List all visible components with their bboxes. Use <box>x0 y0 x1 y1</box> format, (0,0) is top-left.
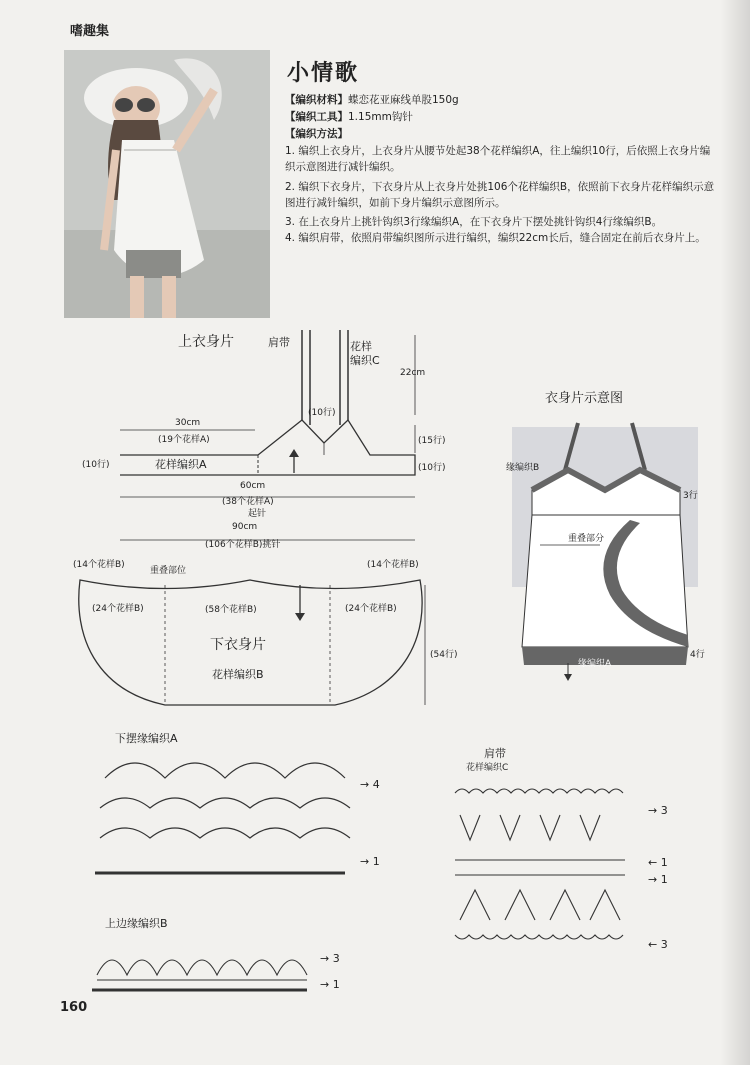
rows-10-left-label: (10行) <box>82 460 110 470</box>
method-label: 【编织方法】 <box>285 128 348 140</box>
girl-in-crochet-top-illustration <box>64 50 270 318</box>
tools-label: 【编织工具】 <box>285 111 348 123</box>
width-90-sub-label: (106个花样B)挑针 <box>205 540 281 550</box>
strap-chart-title: 肩带 <box>484 747 506 760</box>
hem-row-4-label: 4 <box>372 778 380 791</box>
strap-chart-subtitle: 花样编织C <box>466 763 509 773</box>
strap-row-1a-label: 1 <box>660 856 668 869</box>
strap-row-1a-arrow: ← 1 <box>648 856 668 869</box>
strap-chart-c <box>450 785 630 945</box>
pattern-c-label: 花样 编织C <box>350 340 380 367</box>
center-58-label: (58个花样B) <box>205 605 257 615</box>
strap-row-3b-label: 3 <box>660 938 668 951</box>
left-24-label: (24个花样B) <box>92 604 144 614</box>
book-title: 嗜趣集 <box>70 24 110 39</box>
hem-row-1-arrow: → 1 <box>360 855 380 868</box>
width-30-sub-label: (19个花样A) <box>158 435 210 445</box>
hem-row-1-label: 1 <box>372 855 380 868</box>
page-number: 160 <box>60 1000 88 1015</box>
top-row-3-arrow: → 3 <box>320 952 340 965</box>
top-edging-chart-b <box>92 940 322 995</box>
step-4: 4. 编织肩带，依照肩带编织图所示进行编织，编织22cm长后，缝合固定在前后衣身片上。 <box>285 232 706 244</box>
schematic-title: 衣身片示意图 <box>545 391 624 406</box>
upper-body-diagram <box>70 325 450 555</box>
width-60-sub-label: (38个花样A) <box>222 497 274 507</box>
schematic-overlap-label: 重叠部分 <box>568 534 605 544</box>
strap-label: 肩带 <box>268 336 290 349</box>
hem-edging-chart-a <box>95 748 395 878</box>
schematic-down-arrow-icon <box>564 674 572 681</box>
top-row-3-label: 3 <box>332 952 340 965</box>
pattern-title: 小情歌 <box>287 61 360 86</box>
hem-chart-title: 下摆缘编织A <box>115 732 178 745</box>
step-2: 2. 编织下衣身片，下衣身片从上衣身片处挑106个花样编织B，依照前下衣身片花样编织示意图进行减针编织，如前下身片编织示意图所示。 <box>285 181 715 209</box>
rows-54-label: (54行) <box>430 650 458 660</box>
schematic-edge-b-label: 缘编织B <box>506 463 540 473</box>
rows-15-label: (15行) <box>418 436 446 446</box>
overlap-label: 重叠部位 <box>150 566 187 576</box>
pattern-b-label: 花样编织B <box>212 668 264 681</box>
pattern-a-label: 花样编织A <box>155 458 207 471</box>
body-schematic <box>510 415 700 695</box>
step-1: 1. 编织上衣身片，上衣身片从腰节处起38个花样编织A，往上编织10行，后依照上衣身片编织示意图进行减针编织。 <box>285 145 711 173</box>
materials-label: 【编织材料】 <box>285 94 348 106</box>
right-14-label: (14个花样B) <box>367 560 419 570</box>
strap-row-1b-label: 1 <box>660 873 668 886</box>
up-arrow-icon <box>289 449 299 457</box>
model-photo <box>64 50 270 318</box>
materials-value: 蝶恋花亚麻线单股150g <box>348 94 459 106</box>
width-90-label: 90cm <box>232 522 258 532</box>
width-30-label: 30cm <box>175 418 201 428</box>
top-row-1-arrow: → 1 <box>320 978 340 991</box>
step-3: 3. 在上衣身片上挑针钩织3行缘编织A，在下衣身片下摆处挑针钩织4行缘编织B。 <box>285 216 663 228</box>
v-rows-label: (10行) <box>308 408 336 418</box>
start-label: 起针 <box>248 509 267 519</box>
schematic-rows-4-label: 4行 <box>690 650 705 660</box>
top-edge-chart-title: 上边缘编织B <box>105 917 168 930</box>
right-24-label: (24个花样B) <box>345 604 397 614</box>
tools-value: 1.15mm钩针 <box>348 111 413 123</box>
upper-body-title: 上衣身片 <box>178 334 234 350</box>
strap-row-3a-label: 3 <box>660 804 668 817</box>
page-gutter-shadow <box>720 0 750 1065</box>
schematic-edge-a-label: 缘编织A <box>578 659 612 669</box>
width-60-label: 60cm <box>240 481 266 491</box>
strap-row-1b-arrow: → 1 <box>648 873 668 886</box>
lower-body-title: 下衣身片 <box>210 637 266 653</box>
strap-row-3a-arrow: → 3 <box>648 804 668 817</box>
hem-row-4-arrow: → 4 <box>360 778 380 791</box>
schematic-rows-3-label: 3行 <box>683 491 698 501</box>
lower-body-diagram <box>75 555 475 720</box>
strap-row-3b-arrow: ← 3 <box>648 938 668 951</box>
top-row-1-label: 1 <box>332 978 340 991</box>
strap-length-label: 22cm <box>400 368 426 378</box>
materials-line <box>285 93 459 108</box>
left-14-label: (14个花样B) <box>73 560 125 570</box>
rows-10-right-label: (10行) <box>418 463 446 473</box>
tools-line <box>285 110 413 125</box>
down-arrow-icon <box>295 613 305 621</box>
